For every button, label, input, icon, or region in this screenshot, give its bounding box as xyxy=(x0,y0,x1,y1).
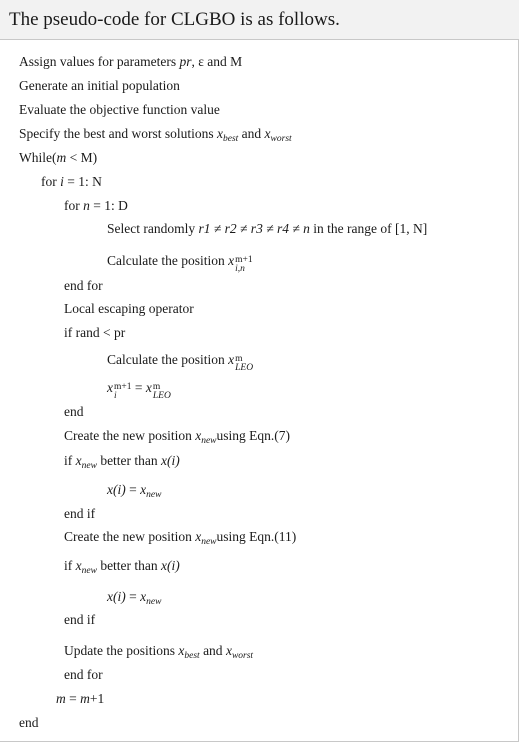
code-line-end-if: end if xyxy=(64,506,96,521)
table-title: The pseudo-code for CLGBO is as follows. xyxy=(9,9,340,30)
code-line-calc-position: Calculate the position x m+1 i,n xyxy=(107,253,253,274)
table-header xyxy=(0,0,519,40)
code-line-end-for: end for xyxy=(64,278,103,293)
code-line-specify: Specify the best and worst solutions $x_{best}$ and $x_{worst}$ xyxy=(19,126,292,144)
code-line-if-better: if $x_{new}$ better than x(i) xyxy=(64,558,180,576)
code-line-assign: Assign values for parameters pr, ε and M xyxy=(19,54,243,69)
code-line-if-better: if $x_{new}$ better than x(i) xyxy=(64,453,180,471)
code-line-calc-leo: Calculate the position x m LEO xyxy=(107,352,254,373)
code-line-end-for: end for xyxy=(64,667,103,682)
code-line-end: end xyxy=(19,715,39,730)
code-line-create-11: Create the new position $x_{new}using$ Eqn.(11) xyxy=(64,529,297,547)
code-line-end-if: end if xyxy=(64,612,96,627)
code-line-assign-leo: x m+1 i = x m LEO xyxy=(107,380,171,401)
code-line-update: Update the positions $x_{best}$ and $x_{worst}$ xyxy=(64,643,254,661)
code-line-if-rand: if rand < pr xyxy=(64,325,126,340)
code-line-create-7: Create the new position $x_{new}using$ Eqn.(7) xyxy=(64,428,291,446)
code-line-generate: Generate an initial population xyxy=(19,78,180,93)
code-line-for-n: for n = 1: D xyxy=(64,198,128,213)
code-line-evaluate: Evaluate the objective function value xyxy=(19,102,220,117)
code-line-increment: m = m+1 xyxy=(56,691,105,706)
code-line-assign-new: $x(i) = x_{new}$ xyxy=(107,589,162,607)
code-line-select: Select randomly r1 ≠ r2 ≠ r3 ≠ r4 ≠ n in the range of [1, N] xyxy=(107,221,428,236)
code-line-assign-new: $x(i) = x_{new}$ xyxy=(107,482,162,500)
code-line-end: end xyxy=(64,404,84,419)
code-line-for-i: for i = 1: N xyxy=(41,174,102,189)
code-line-local-escaping: Local escaping operator xyxy=(64,301,194,316)
code-line-while: While(m < M) xyxy=(19,150,98,165)
